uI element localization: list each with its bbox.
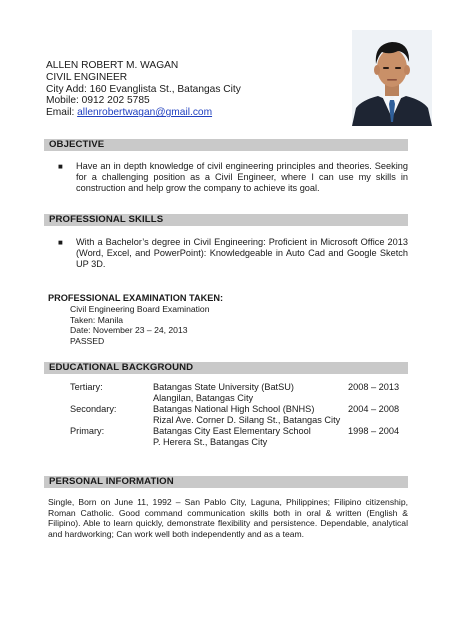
education-level: Primary: — [70, 426, 105, 436]
email-link[interactable]: allenrobertwagan@gmail.com — [77, 107, 213, 119]
mobile-line: Mobile: 0912 202 5785 — [46, 95, 150, 107]
education-level: Tertiary: — [70, 382, 103, 392]
exam-line: Civil Engineering Board Examination — [70, 304, 210, 314]
exam-line: Taken: Manila — [70, 314, 124, 325]
skills-text: With a Bachelor’s degree in Civil Engineering: Proficient in Microsoft Office 2013 (Word, Excel, and PowerPoint): Knowledgeable in Auto Cad and Google Sketch UP 3D. — [76, 237, 408, 270]
section-bar-education — [44, 362, 408, 374]
exam-line: Date: November 23 – 24, 2013 — [70, 325, 188, 335]
school-name: Batangas State University (BatSU) — [153, 382, 294, 392]
email-label: Email: — [46, 107, 78, 119]
school-address: Rizal Ave. Corner D. Silang St., Batangas City — [153, 415, 341, 425]
skills-item — [58, 237, 408, 271]
bullet-icon: ■ — [58, 162, 63, 171]
school-years: 2004 – 2008 — [348, 404, 400, 414]
bullet-icon: ■ — [58, 238, 63, 247]
school-address: P. Herera St., Batangas City — [153, 437, 268, 447]
exam-line: PASSED — [70, 335, 105, 346]
section-bar-objective — [44, 139, 408, 151]
school-years: 2008 – 2013 — [348, 382, 400, 392]
portrait-image — [352, 30, 432, 126]
school-address: Alangilan, Batangas City — [153, 393, 254, 403]
objective-text: Have an in depth knowledge of civil engineering principles and theories. Seeking for a challenging position as a Civil Engineer, where I can use my skills in construction and help grow the company to achieve its goal. — [76, 161, 408, 194]
school-years: 1998 – 2004 — [348, 426, 400, 436]
profile-photo — [352, 30, 432, 126]
applicant-title: CIVIL ENGINEER — [46, 71, 128, 83]
education-level: Secondary: — [70, 404, 117, 414]
skills-heading: PROFESSIONAL SKILLS — [49, 214, 164, 225]
personal-heading: PERSONAL INFORMATION — [49, 476, 174, 487]
education-heading: EDUCATIONAL BACKGROUND — [49, 362, 194, 373]
objective-item — [58, 161, 408, 195]
personal-text: Single, Born on June 11, 1992 – San Pablo City, Laguna, Philippines; Filipino citizenship, Roman Catholic. Good command communication skills both in oral & written (English & Filipino). Able to learn quickly, demonstrate flexibility and persistence. Dependable, analytical and hardworking; Can work well both independently and as a team. — [48, 497, 408, 539]
section-bar-skills — [44, 214, 408, 226]
contact-block — [46, 60, 241, 119]
school-name: Batangas City East Elementary School — [153, 426, 311, 436]
applicant-name: ALLEN ROBERT M. WAGAN — [46, 60, 179, 71]
address-line: City Add: 160 Evanglista St., Batangas City — [46, 83, 241, 95]
objective-heading: OBJECTIVE — [49, 139, 105, 150]
exam-details — [70, 304, 210, 346]
school-name: Batangas National High School (BNHS) — [153, 404, 315, 414]
exam-heading: PROFESSIONAL EXAMINATION TAKEN: — [48, 293, 224, 303]
section-bar-personal — [44, 476, 408, 488]
email-line — [46, 107, 241, 119]
